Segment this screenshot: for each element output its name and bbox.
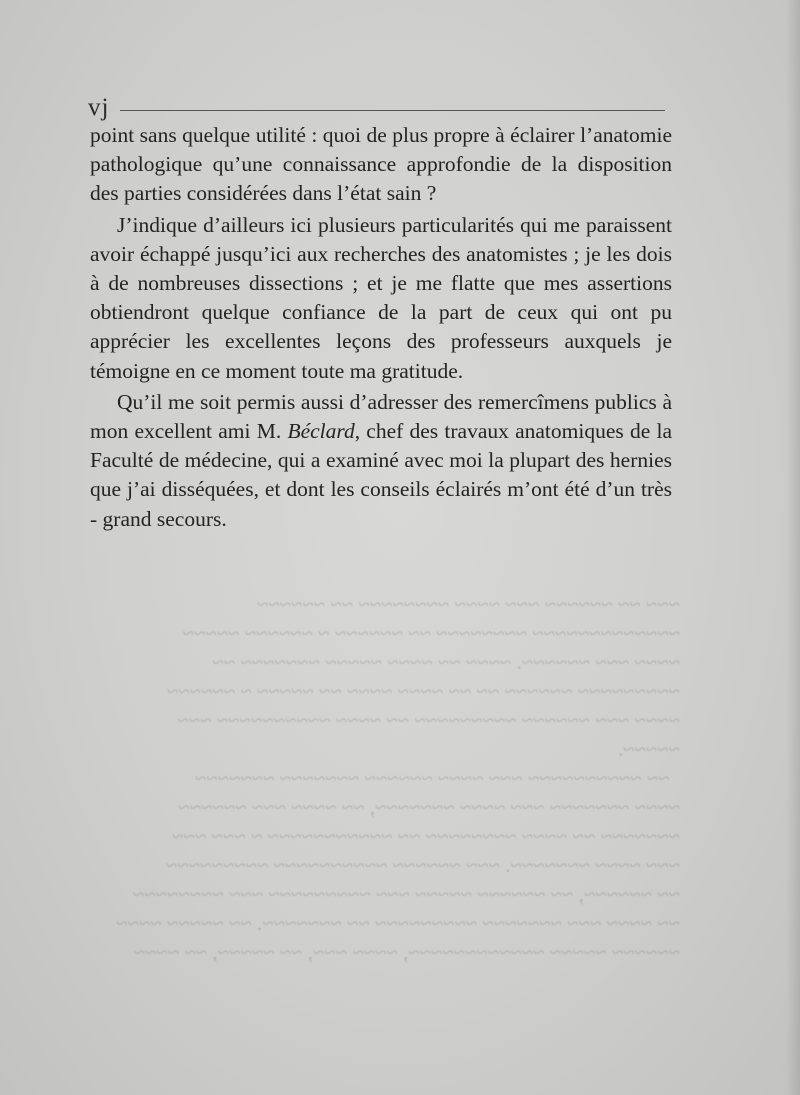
page-number: vj [88,94,110,121]
paragraph-2: J’indique d’ailleurs ici plusieurs particularités qui me paraissent avoir échappé jusqu’ici aux recherches des anatomistes ; je les dois à de nombreuses dissections ; et je me flatte que mes assertions obtiendront quelque confiance de la part de ceux qui ont pu apprécier les excellentes leçons des professeurs auxquels je témoigne en ce moment toute ma gratitude. [90,212,672,383]
reverse-page-bleed-through: ~~~ ~~ ~~~~~~ ~~~ ~~~~ ~~~~~~~~ ~~ ~~~~~~ ~~~~~~~~~~~~~ ~~~~~~~~ ~~ ~~~~~~ ~ ~~~~~~ ~~~~~ ~~~~ ~~~ ~~~~~~. ~~~~ ~~ ~~~~ ~~~~~ ~~~~~~~ ~~ ~~~~~~~~~ ~~~~~~ ~~ ~~ ~~~~ ~~~~ ~~ ~~~~~ ~ ~~~~~~ ~~~~ ~~~ ~~~~~~ ~~~~~~~~~ ~~ ~~~~ ~~~~~~~~~~ ~~~ ~~~~~. ~~ ~~~~~~~~~~ ~~~ ~~~~ ~~~~~~ ~~~~~~~ ~~~~~~~ ~~~~ ~~~~~~~ ~~~ ~~~~ ~~~~~~~, ~~ ~~~~ ~~~ ~~~~~~ ~~~~~~~ ~~ ~~~~ ~~~~~~~~ ~~ ~~~~~~~~~~~ ~ ~~~ ~~~ ~~~ ~~~~ ~~~~~~~. ~~~ ~~~~~~ ~~~~~~~~~~ ~~~~~~~~~ ~~ ~~~~~~, ~~ ~~~~~~ ~~~~~ ~~~ ~~~~~~~~~ ~~~ ~~~~~~~~ ~~ ~~~~ ~~~ ~~~~~~~ ~~~~~~~~~ ~~ ~~~~~~~. ~~ ~~~~~ ~~~~ ~~~~~~ ~~~~~ ~~~~~~~~~~~~, ~~~~ ~~~, ~~ ~~~~~, ~~ ~~~~ [116,592,680,964]
paragraph-1: point sans quelque utilité : quoi de plus propre à éclairer l’anatomie pathologique qu’une connaissance approfondie de la disposition des parties considérées dans l’état sain ? [90,123,672,206]
person-name: Béclard [287,419,355,444]
paragraph-3-before: Qu’il me soit permis aussi d’adresser des remercîmens publics à mon excellent ami M. [90,389,672,444]
paragraph-3-after: , chef des travaux anatomiques de la Faculté de médecine, qui a examiné avec moi la plupart des hernies que j’ai disséquées, et dont les conseils éclairés m’ont été d’un très - grand secours. [90,419,672,531]
header-rule [120,110,665,111]
paragraph-3 [90,388,672,534]
body-text [90,121,672,534]
scan-edge-shadow [786,0,800,1095]
